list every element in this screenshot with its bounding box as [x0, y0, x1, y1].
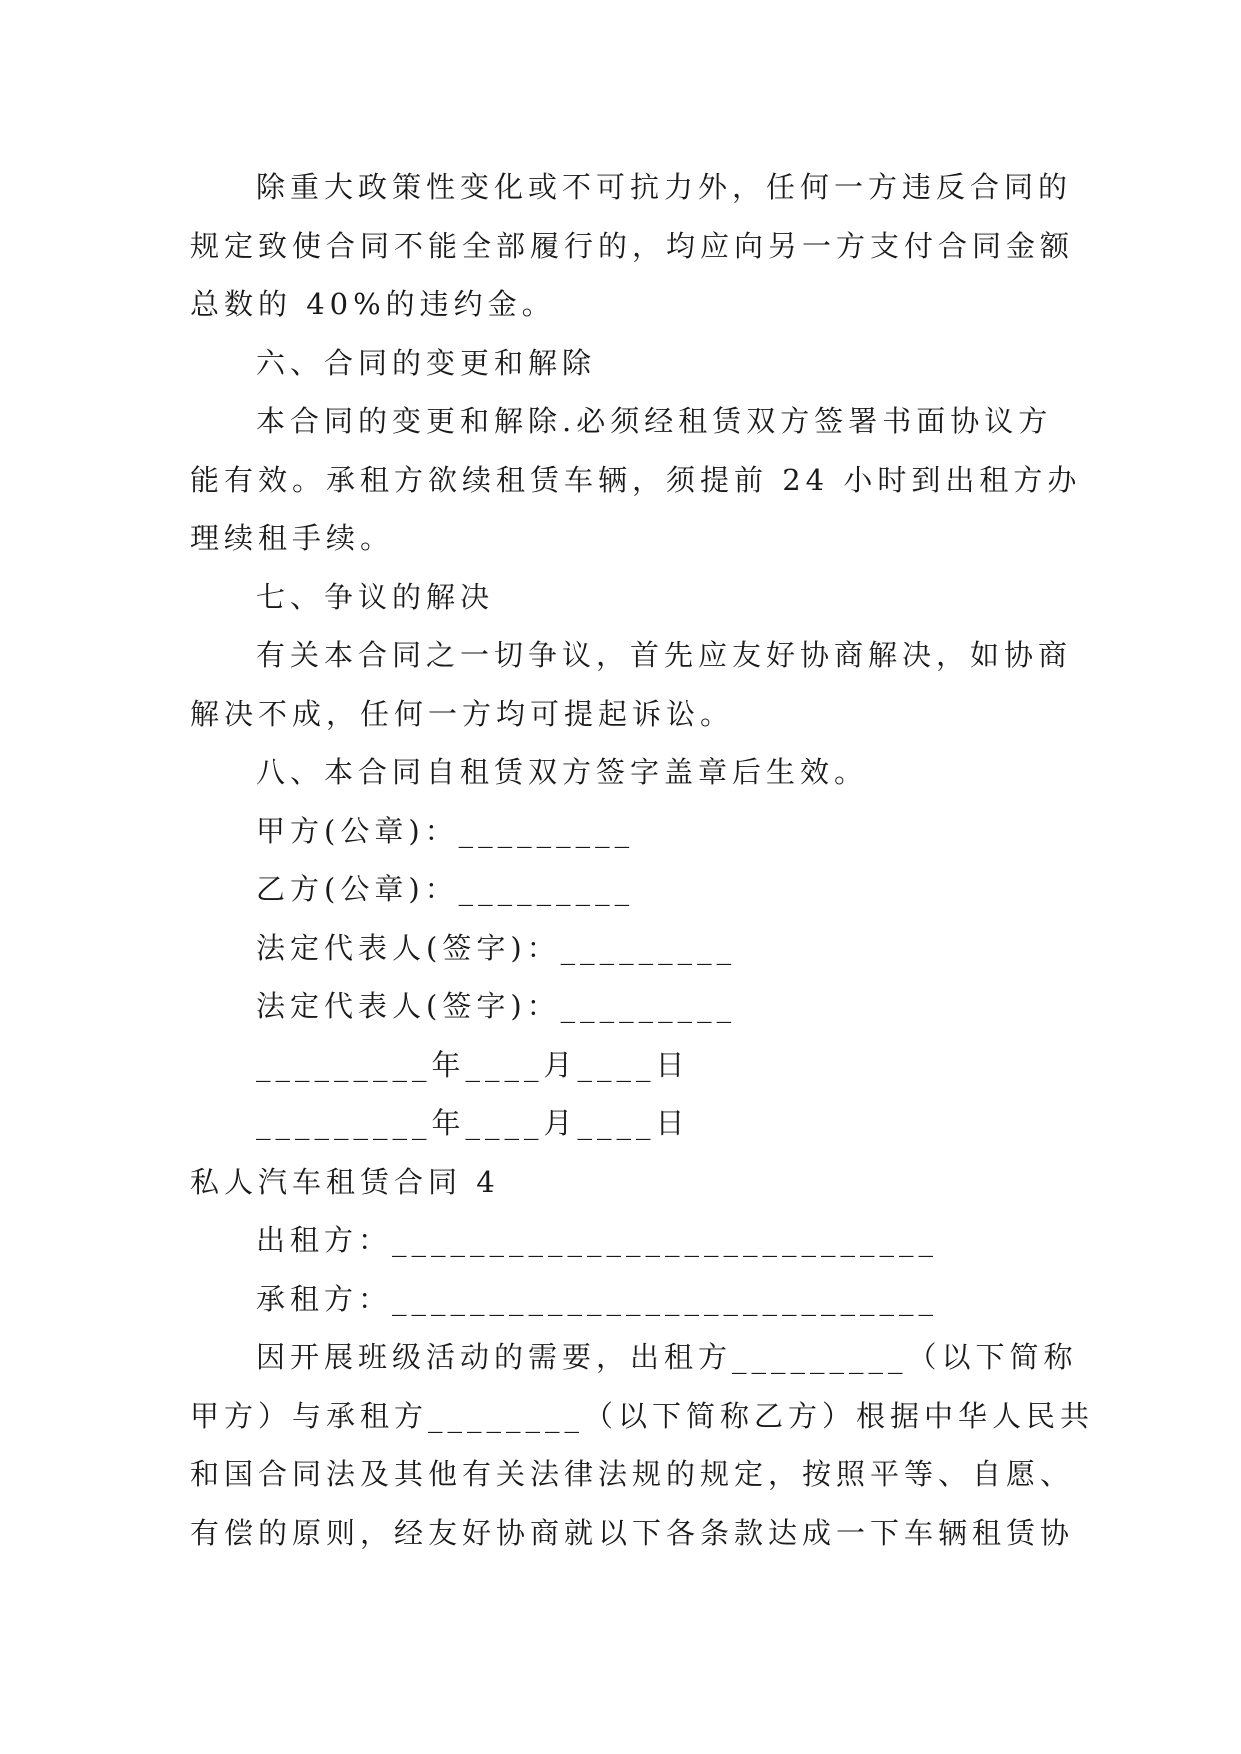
paragraph-line: 能有效。承租方欲续租赁车辆，须提前 24 小时到出租方办 [190, 462, 1082, 497]
paragraph-line: 解决不成，任何一方均可提起诉讼。 [190, 696, 735, 731]
document-body [190, 158, 1095, 1562]
paragraph-line: 理续租手续。 [190, 521, 395, 555]
paragraph-line: 因开展班级活动的需要，出租方_________（以下简称 [256, 1340, 1078, 1374]
paragraph-line: 和国合同法及其他有关法律法规的规定，按照平等、自愿、 [190, 1457, 1075, 1491]
legal-rep-signature-field: 法定代表人(签字)：_________ [256, 930, 737, 965]
lessor-field: 出租方：____________________________ [256, 1223, 939, 1257]
paragraph-line: 有关本合同之一切争议，首先应友好协商解决，如协商 [256, 638, 1073, 672]
lessee-field: 承租方：____________________________ [256, 1281, 939, 1316]
paragraph-line: 除重大政策性变化或不可抗力外，任何一方违反合同的 [256, 170, 1073, 204]
paragraph-line: 本合同的变更和解除.必须经租赁双方签署书面协议方 [256, 404, 1053, 438]
paragraph-line: 总数的 40%的违约金。 [190, 287, 556, 321]
section-heading-6: 六、合同的变更和解除 [256, 345, 597, 380]
paragraph-line: 有偿的原则，经友好协商就以下各条款达成一下车辆租赁协 [190, 1515, 1075, 1550]
legal-rep-signature-field: 法定代表人(签字)：_________ [256, 989, 737, 1023]
party-a-seal-field: 甲方(公章)：_________ [256, 813, 635, 848]
party-b-seal-field: 乙方(公章)：_________ [256, 872, 635, 906]
date-field: _________年____月____日 [256, 1047, 690, 1082]
date-field: _________年____月____日 [256, 1106, 690, 1140]
contract-title: 私人汽车租赁合同 4 [190, 1164, 500, 1199]
section-heading-8: 八、本合同自租赁双方签字盖章后生效。 [256, 755, 869, 789]
paragraph-line: 规定致使合同不能全部履行的，均应向另一方支付合同金额 [190, 228, 1075, 263]
paragraph-line: 甲方）与承租方________（以下简称乙方）根据中华人民共 [190, 1398, 1095, 1433]
section-heading-7: 七、争议的解决 [256, 579, 495, 614]
